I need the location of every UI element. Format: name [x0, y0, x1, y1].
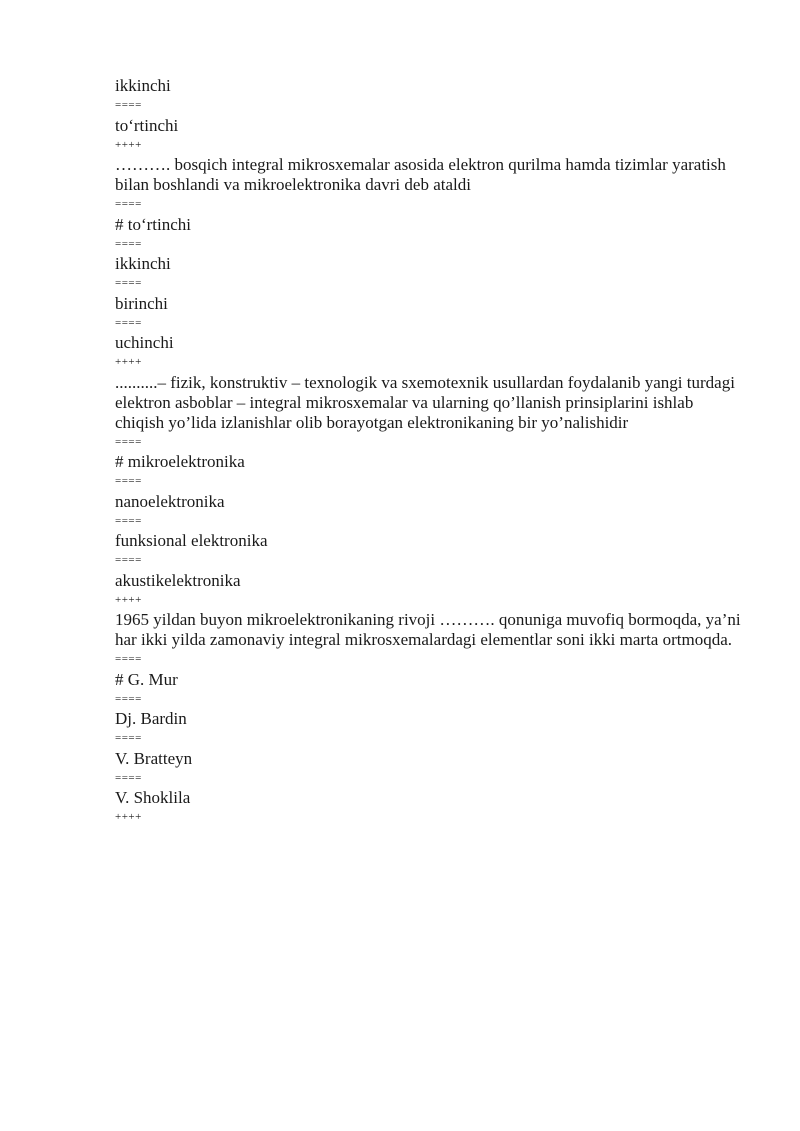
answer-option: ikkinchi [115, 76, 171, 95]
correct-answer-option: # mikroelektronika [115, 452, 245, 471]
separator: ==== [115, 316, 142, 329]
answer-option: Dj. Bardin [115, 709, 187, 728]
question-separator: ++++ [115, 593, 142, 606]
separator: ==== [115, 237, 142, 250]
answer-option: V. Shoklila [115, 788, 191, 807]
separator: ==== [115, 435, 142, 448]
answer-option: nanoelektronika [115, 491, 225, 511]
answer-option: ikkinchi [115, 254, 171, 273]
separator: ==== [115, 653, 142, 665]
answer-option: V. Bratteyn [115, 748, 193, 768]
separator: ==== [115, 475, 142, 487]
separator: ==== [115, 99, 142, 111]
document-page [115, 76, 745, 828]
separator: ==== [115, 692, 142, 705]
separator: ==== [115, 514, 142, 527]
question-separator: ++++ [115, 811, 142, 823]
question-text: ..........– fizik, konstruktiv – texnologik va sxemotexnik usullardan foydalanib yangi turdagi elektron asboblar – integral mikrosxemalar va ularning qo’llanish prinsiplarini ishlab chiqish yo’lida izlanishlar olib borayotgan elektronikaning bir yo’nalishidir [115, 372, 735, 432]
separator: ==== [115, 198, 142, 210]
answer-option: funksional elektronika [115, 531, 268, 550]
answer-option: to‘rtinchi [115, 115, 179, 135]
separator: ==== [115, 771, 142, 784]
question-text: ………. bosqich integral mikrosxemalar asosida elektron qurilma hamda tizimlar yaratish bilan boshlandi va mikroelektronika davri deb ataldi [115, 155, 726, 194]
answer-option: akustikelektronika [115, 570, 241, 590]
question-separator: ++++ [115, 138, 142, 151]
separator: ==== [115, 732, 142, 744]
answer-option: uchinchi [115, 333, 174, 352]
question-text: 1965 yildan buyon mikroelektronikaning rivoji ………. qonuniga muvofiq bormoqda, ya’ni har ikki yilda zamonaviy integral mikrosxemalardagi elementlar soni ikki marta ortmoqda. [115, 610, 741, 649]
answer-option: birinchi [115, 293, 168, 313]
separator: ==== [115, 277, 142, 289]
correct-answer-option: # G. Mur [115, 669, 178, 689]
separator: ==== [115, 554, 142, 566]
question-separator: ++++ [115, 356, 142, 368]
correct-answer-option: # to‘rtinchi [115, 214, 192, 234]
